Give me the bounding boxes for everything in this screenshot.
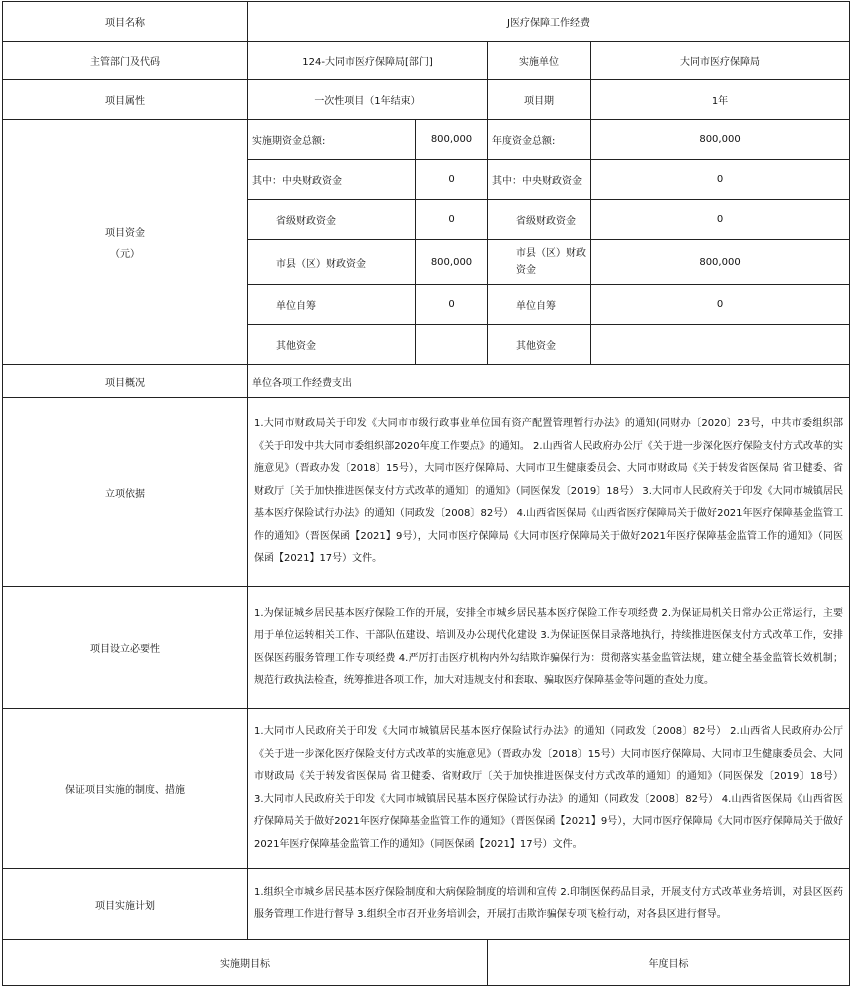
value-impl-unit: 大同市医疗保障局: [591, 42, 850, 80]
funds-value-annual: 0: [591, 200, 850, 240]
funds-value-annual: 800,000: [591, 120, 850, 160]
funds-title: 项目资金: [105, 228, 145, 239]
label-necessity: 项目设立必要性: [3, 587, 248, 709]
funds-label: 市县（区）财政资金: [248, 240, 416, 285]
value-measures: 1.大同市人民政府关于印发《大同市城镇居民基本医疗保险试行办法》的通知（同政发〔2008〕82号） 2.山西省人民政府办公厅《关于进一步深化医疗保险支付方式改革的实施意见》（晋政办发〔2018〕15号）大同市医疗保障局、大同市卫生健康委员会、大同市财政局《关于转发省医保局 省卫健委、省财政厅〔关于加快推进医保支付方式改革的通知〕的通知》（同医保发〔2019〕18号） 3.大同市人民政府关于印发《大同市城镇居民基本医疗保险试行办法》的通知（同政发〔2008〕82号） 4.山西省医保局《山西省医疗保障局关于做好2021年医疗保障基金监管工作的通知》（晋医保函【2021】9号），大同市医疗保障局《大同市医疗保障局关于做好2021年医疗保障基金监管工作的通知》（同医保函【2021】17号）文件。: [248, 709, 850, 869]
project-budget-table: [2, 1, 850, 986]
funds-label: 实施期资金总额:: [248, 120, 416, 160]
funds-label-annual: 省级财政资金: [488, 200, 591, 240]
funds-value: 0: [416, 160, 488, 200]
label-project-name: 项目名称: [3, 2, 248, 42]
funds-value-annual: 800,000: [591, 240, 850, 285]
label-funds: [3, 120, 248, 365]
funds-label-annual: 其他资金: [488, 325, 591, 365]
funds-value: 800,000: [416, 240, 488, 285]
row-department: [3, 42, 850, 80]
row-plan: [3, 869, 850, 940]
funds-label: 省级财政资金: [248, 200, 416, 240]
funds-label-annual: 年度资金总额:: [488, 120, 591, 160]
row-necessity: [3, 587, 850, 709]
row-basis: [3, 398, 850, 587]
funds-label-annual: 单位自筹: [488, 285, 591, 325]
funds-value: [416, 325, 488, 365]
label-attribute: 项目属性: [3, 80, 248, 120]
label-impl-unit: 实施单位: [488, 42, 591, 80]
funds-value-annual: 0: [591, 160, 850, 200]
label-measures: 保证项目实施的制度、措施: [3, 709, 248, 869]
funds-label-annual: 其中：中央财政资金: [488, 160, 591, 200]
funds-value-annual: 0: [591, 285, 850, 325]
funds-row: [3, 120, 850, 160]
value-necessity: 1.为保证城乡居民基本医疗保险工作的开展，安排全市城乡居民基本医疗保险工作专项经费 2.为保证局机关日常办公正常运行，主要用于单位运转相关工作、干部队伍建设、培训及办公现代化建设 3.为保证医保目录落地执行，持续推进医保支付方式改革工作，安排医保医药服务管理工作专项经费 4.严厉打击医疗机构内外勾结欺诈骗保行为：贯彻落实基金监管法规，建立健全基金监管长效机制；规范行政执法检查，统筹推进各项工作，加大对违规支付和套取、骗取医疗保障基金等问题的查处力度。: [248, 587, 850, 709]
row-attribute: [3, 80, 850, 120]
header-annual-target: 年度目标: [488, 940, 850, 986]
funds-value: 0: [416, 200, 488, 240]
funds-label: 其他资金: [248, 325, 416, 365]
funds-value: 0: [416, 285, 488, 325]
funds-label: 单位自筹: [248, 285, 416, 325]
label-basis: 立项依据: [3, 398, 248, 587]
label-period: 项目期: [488, 80, 591, 120]
value-basis: 1.大同市财政局关于印发《大同市市级行政事业单位国有资产配置管理暂行办法》的通知(同财办〔2020〕23号，中共市委组织部《关于印发中共大同市委组织部2020年度工作要点》的通知。 2.山西省人民政府办公厅《关于进一步深化医疗保险支付方式改革的实施意见》（晋政办发〔2018〕15号），大同市医疗保障局、大同市卫生健康委员会、大同市财政局《关于转发省医保局 省卫健委、省财政厅〔关于加快推进医保支付方式改革的通知〕的通知》（同医保发〔2019〕18号） 3.大同市人民政府关于印发《大同市城镇居民基本医疗保险试行办法》的通知（同政发〔2008〕82号） 4.山西省医保局《山西省医疗保障局关于做好2021年医疗保障基金监管工作的通知》（晋医保函【2021】9号），大同市医疗保障局《大同市医疗保障局关于做好2021年医疗保障基金监管工作的通知》（同医保函【2021】17号）文件。: [248, 398, 850, 587]
funds-value-annual: [591, 325, 850, 365]
funds-value: 800,000: [416, 120, 488, 160]
header-implementation-target: 实施期目标: [3, 940, 488, 986]
row-overview: [3, 365, 850, 398]
value-department: 124-大同市医疗保障局[部门]: [248, 42, 488, 80]
row-targets: [3, 940, 850, 986]
value-project-name: J医疗保障工作经费: [248, 2, 850, 42]
funds-unit: （元）: [110, 249, 140, 260]
label-overview: 项目概况: [3, 365, 248, 398]
value-overview: 单位各项工作经费支出: [248, 365, 850, 398]
row-project-name: [3, 2, 850, 42]
label-department: 主管部门及代码: [3, 42, 248, 80]
value-period: 1年: [591, 80, 850, 120]
row-measures: [3, 709, 850, 869]
funds-label-annual: 市县（区）财政资金: [488, 240, 591, 285]
funds-label: 其中：中央财政资金: [248, 160, 416, 200]
label-plan: 项目实施计划: [3, 869, 248, 940]
value-plan: 1.组织全市城乡居民基本医疗保险制度和大病保险制度的培训和宣传 2.印制医保药品目录，开展支付方式改革业务培训，对县区医药服务管理工作进行督导 3.组织全市召开业务培训会，开展打击欺诈骗保专项飞检行动，对各县区进行督导。: [248, 869, 850, 940]
value-attribute: 一次性项目（1年结束）: [248, 80, 488, 120]
